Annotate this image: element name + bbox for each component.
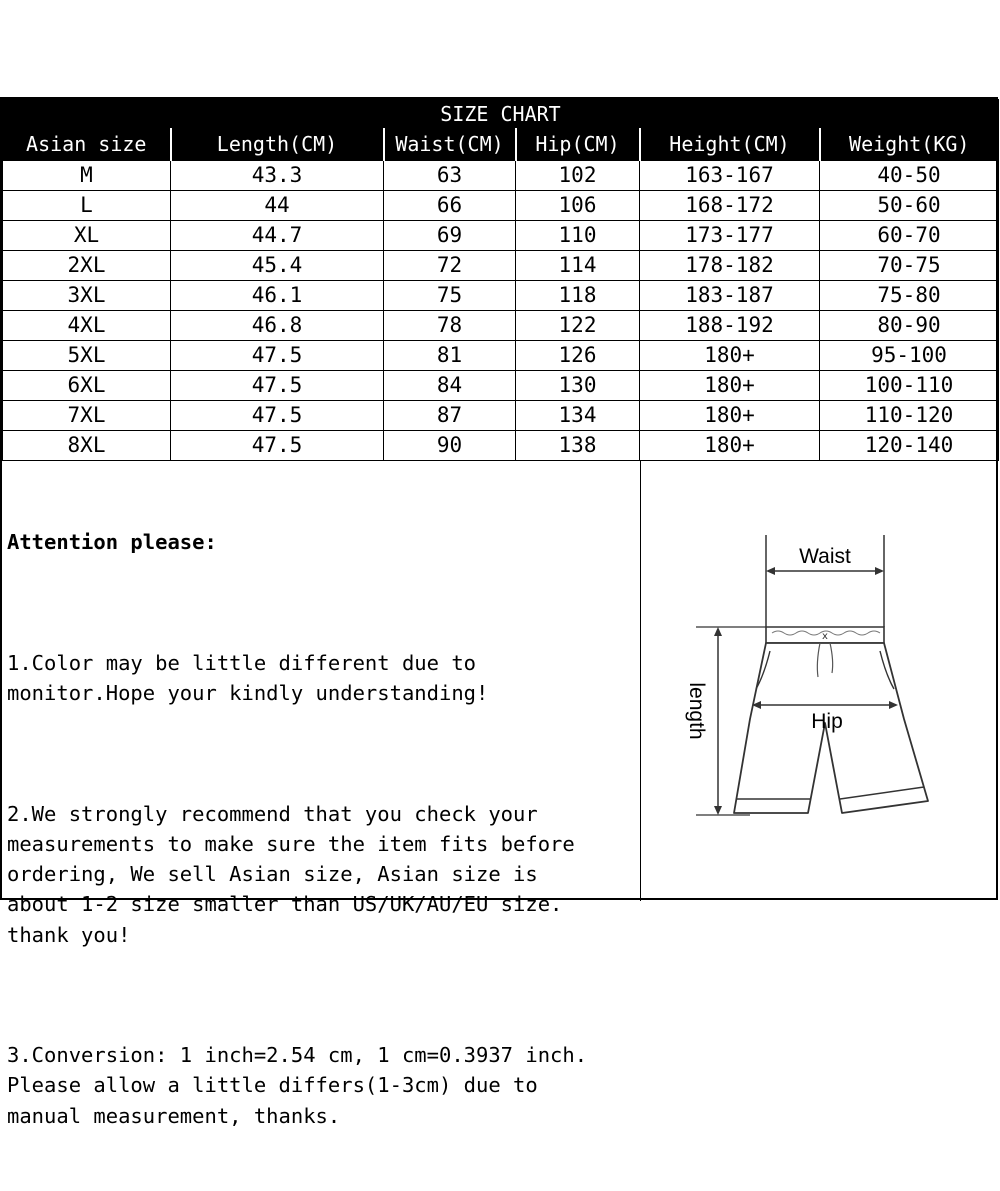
table-cell: 7XL xyxy=(3,401,171,431)
table-cell: 84 xyxy=(384,371,516,401)
table-cell: 5XL xyxy=(3,341,171,371)
chart-title: SIZE CHART xyxy=(3,100,999,129)
table-row xyxy=(3,161,999,191)
table-cell: 180+ xyxy=(640,371,820,401)
note-item-3: 3.Conversion: 1 inch=2.54 cm, 1 cm=0.3937 inch. Please allow a little differs(1-3cm) due to manual measurement, thanks. xyxy=(7,1043,588,1128)
notes-heading: Attention please: xyxy=(7,530,217,555)
table-cell: 44 xyxy=(171,191,384,221)
table-cell: 44.7 xyxy=(171,221,384,251)
column-header: Hip(CM) xyxy=(516,129,640,161)
table-body xyxy=(3,161,999,461)
table-cell: 87 xyxy=(384,401,516,431)
table-cell: 75 xyxy=(384,281,516,311)
table-cell: 47.5 xyxy=(171,371,384,401)
shorts-measurement-icon xyxy=(642,461,998,901)
table-cell: 138 xyxy=(516,431,640,461)
table-cell: 4XL xyxy=(3,311,171,341)
table-cell: 114 xyxy=(516,251,640,281)
table-cell: 178-182 xyxy=(640,251,820,281)
column-header: Length(CM) xyxy=(171,129,384,161)
table-cell: 70-75 xyxy=(820,251,999,281)
waist-label: Waist xyxy=(799,545,851,568)
table-header-row xyxy=(3,129,999,161)
table-cell: 180+ xyxy=(640,431,820,461)
table-row xyxy=(3,311,999,341)
table-cell: 72 xyxy=(384,251,516,281)
table-cell: 106 xyxy=(516,191,640,221)
table-cell: 40-50 xyxy=(820,161,999,191)
table-cell: 3XL xyxy=(3,281,171,311)
table-cell: 46.1 xyxy=(171,281,384,311)
table-cell: 2XL xyxy=(3,251,171,281)
note-item-1: 1.Color may be little different due to monitor.Hope your kindly understanding! xyxy=(7,651,489,706)
table-cell: 60-70 xyxy=(820,221,999,251)
table-row xyxy=(3,251,999,281)
table-cell: 100-110 xyxy=(820,371,999,401)
table-cell: 120-140 xyxy=(820,431,999,461)
table-cell: 180+ xyxy=(640,341,820,371)
table-cell: 6XL xyxy=(3,371,171,401)
table-cell: 122 xyxy=(516,311,640,341)
note-item-2: 2.We strongly recommend that you check your measurements to make sure the item fits before ordering, We sell Asian size, Asian size is about 1-2 size smaller than US/UK/AU/EU size. thank you! xyxy=(7,801,575,947)
table-cell: 173-177 xyxy=(640,221,820,251)
table-row xyxy=(3,281,999,311)
table-cell: L xyxy=(3,191,171,221)
shorts-measurement-diagram xyxy=(642,461,998,901)
table-row xyxy=(3,341,999,371)
table-cell: 47.5 xyxy=(171,341,384,371)
table-cell: 50-60 xyxy=(820,191,999,221)
table-row xyxy=(3,371,999,401)
column-header: Weight(KG) xyxy=(820,129,999,161)
table-cell: 90 xyxy=(384,431,516,461)
table-cell: 183-187 xyxy=(640,281,820,311)
table-cell: 110-120 xyxy=(820,401,999,431)
table-cell: 66 xyxy=(384,191,516,221)
table-row xyxy=(3,191,999,221)
table-cell: 46.8 xyxy=(171,311,384,341)
table-cell: 130 xyxy=(516,371,640,401)
table-cell: 47.5 xyxy=(171,431,384,461)
table-row xyxy=(3,401,999,431)
table-cell: 78 xyxy=(384,311,516,341)
table-cell: 75-80 xyxy=(820,281,999,311)
table-cell: 163-167 xyxy=(640,161,820,191)
table-cell: 134 xyxy=(516,401,640,431)
table-cell: 63 xyxy=(384,161,516,191)
table-cell: 110 xyxy=(516,221,640,251)
column-header: Height(CM) xyxy=(640,129,820,161)
hip-label: Hip xyxy=(811,710,843,733)
length-label: length xyxy=(685,682,708,740)
table-cell: XL xyxy=(3,221,171,251)
table-cell: 102 xyxy=(516,161,640,191)
column-header: Waist(CM) xyxy=(384,129,516,161)
table-cell: 81 xyxy=(384,341,516,371)
size-chart-table xyxy=(2,99,999,461)
table-cell: 126 xyxy=(516,341,640,371)
table-cell: 43.3 xyxy=(171,161,384,191)
table-row xyxy=(3,221,999,251)
table-cell: 80-90 xyxy=(820,311,999,341)
table-row xyxy=(3,431,999,461)
table-cell: 168-172 xyxy=(640,191,820,221)
column-header: Asian size xyxy=(3,129,171,161)
table-cell: 47.5 xyxy=(171,401,384,431)
table-cell: 188-192 xyxy=(640,311,820,341)
section-divider xyxy=(640,461,641,901)
table-cell: 69 xyxy=(384,221,516,251)
table-cell: 118 xyxy=(516,281,640,311)
svg-text:x: x xyxy=(822,631,828,642)
table-cell: 8XL xyxy=(3,431,171,461)
table-cell: 95-100 xyxy=(820,341,999,371)
info-section xyxy=(2,460,998,1128)
table-cell: 180+ xyxy=(640,401,820,431)
table-cell: M xyxy=(3,161,171,191)
table-cell: 45.4 xyxy=(171,251,384,281)
size-chart-sheet xyxy=(0,97,998,1128)
attention-notes xyxy=(7,467,637,1191)
